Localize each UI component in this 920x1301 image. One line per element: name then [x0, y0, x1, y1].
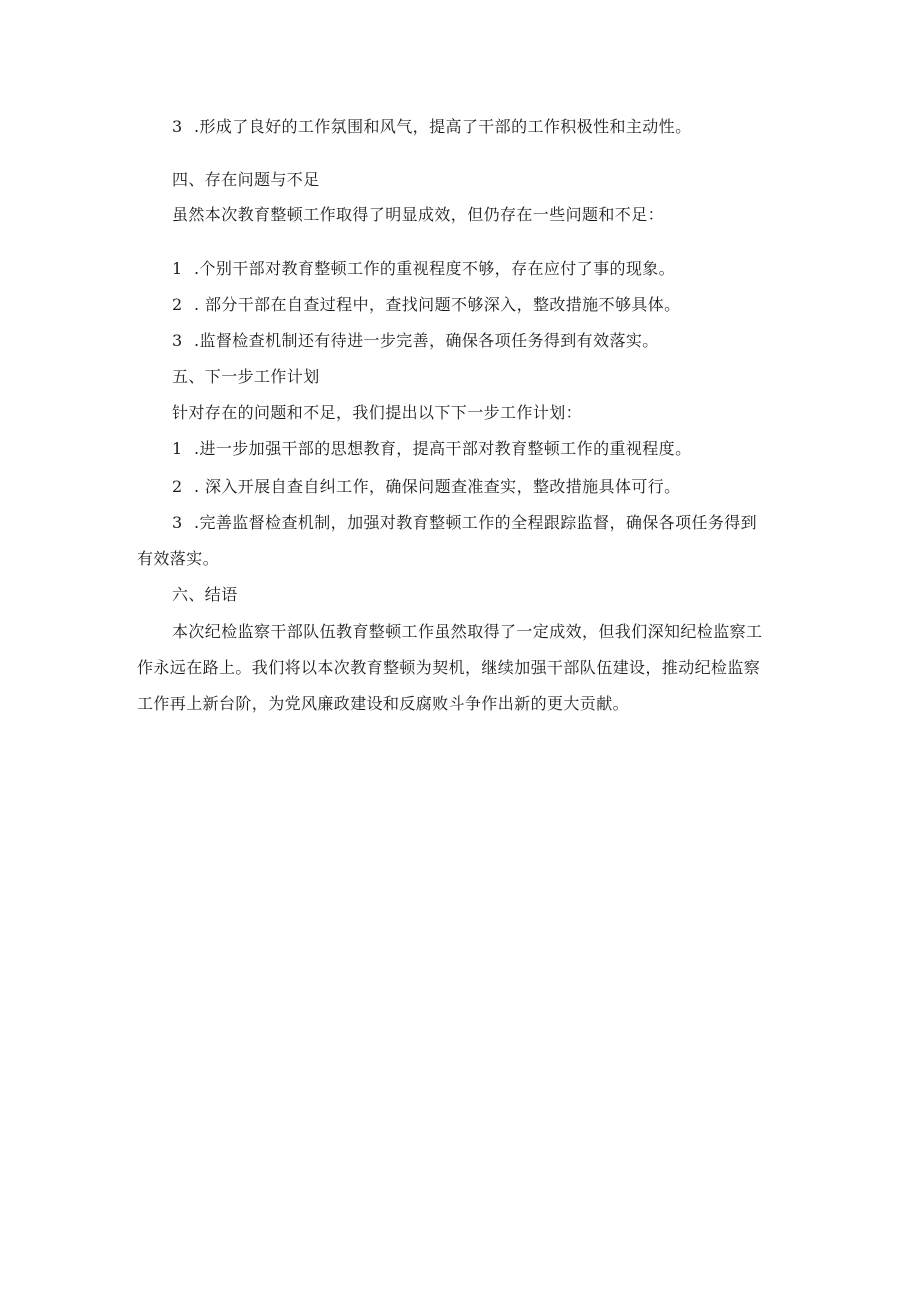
list-item [172, 439, 692, 459]
list-item-number: 2 [172, 477, 183, 496]
list-item-text: .进一步加强干部的思想教育，提高干部对教育整顿工作的重视程度。 [194, 439, 692, 458]
list-item-continuation: 有效落实。 [137, 549, 220, 568]
list-item-number: 1 [172, 439, 183, 458]
section-heading: 四、存在问题与不足 [172, 170, 320, 189]
paragraph: 针对存在的问题和不足，我们提出以下下一步工作计划： [172, 403, 583, 422]
list-item-text: .监督检查机制还有待进一步完善，确保各项任务得到有效落实。 [194, 331, 659, 350]
list-item [172, 477, 681, 497]
list-item [172, 331, 659, 351]
paragraph: 虽然本次教育整顿工作取得了明显成效，但仍存在一些问题和不足： [172, 205, 665, 224]
list-item [172, 117, 692, 137]
list-item [172, 259, 675, 279]
paragraph-line: 作永远在路上。我们将以本次教育整顿为契机，继续加强干部队伍建设，推动纪检监察 [137, 658, 761, 677]
list-item [172, 295, 681, 315]
section-heading: 六、结语 [172, 585, 238, 604]
list-item-number: 2 [172, 295, 183, 314]
list-item-text: . 部分干部在自查过程中，查找问题不够深入，整改措施不够具体。 [194, 295, 681, 314]
list-item-number: 3 [172, 513, 183, 532]
list-item-text: .个别干部对教育整顿工作的重视程度不够，存在应付了事的现象。 [194, 259, 676, 278]
section-heading: 五、下一步工作计划 [172, 367, 320, 386]
list-item-text: . 深入开展自查自纠工作，确保问题查准查实，整改措施具体可行。 [194, 477, 681, 496]
list-item-number: 1 [172, 259, 183, 278]
paragraph-line: 工作再上新台阶，为党风廉政建设和反腐败斗争作出新的更大贡献。 [137, 694, 630, 713]
list-item-number: 3 [172, 331, 183, 350]
paragraph-line: 本次纪检监察干部队伍教育整顿工作虽然取得了一定成效，但我们深知纪检监察工 [172, 622, 763, 641]
list-item-number: 3 [172, 117, 183, 136]
list-item [172, 513, 757, 533]
list-item-text: .完善监督检查机制，加强对教育整顿工作的全程跟踪监督，确保各项任务得到 [194, 513, 758, 532]
list-item-text: .形成了良好的工作氛围和风气，提高了干部的工作积极性和主动性。 [194, 117, 692, 136]
